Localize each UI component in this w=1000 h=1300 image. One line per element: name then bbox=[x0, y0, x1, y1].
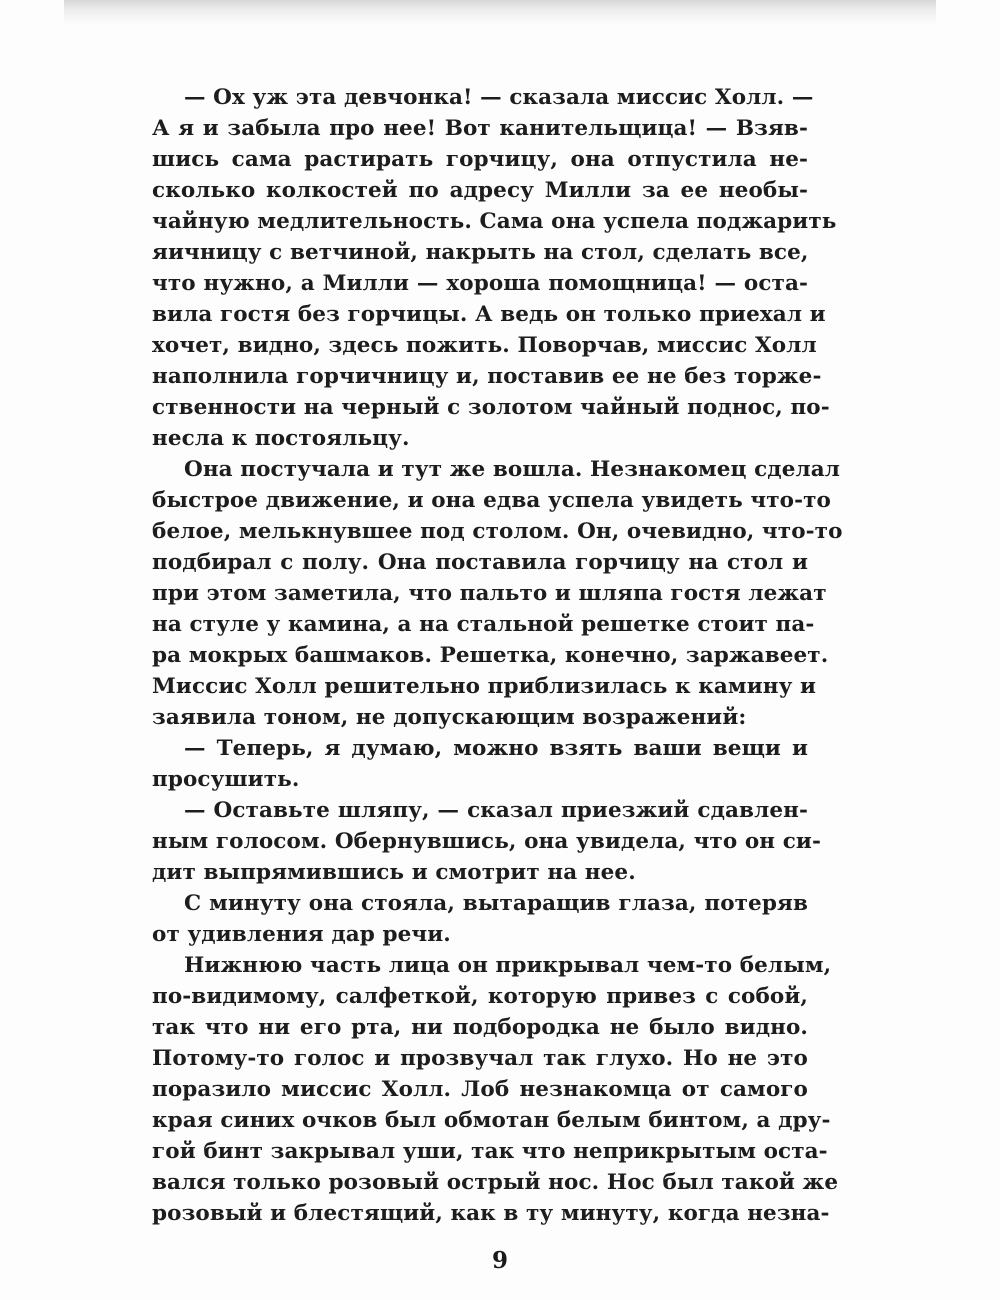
text-line: вила гостя без горчицы. А ведь он только приехал и bbox=[152, 302, 826, 327]
text-line: Миссис Холл решительно приблизилась к камину и bbox=[152, 674, 817, 699]
paragraph-first-line: С минуту она стояла, вытаращив глаза, потеряв bbox=[184, 891, 808, 916]
text-line: несла к постояльцу. bbox=[152, 426, 410, 451]
text-line: что нужно, а Милли — хороша помощница! — оста- bbox=[152, 271, 808, 296]
text-line: подбирал с полу. Она поставила горчицу на стол и bbox=[152, 550, 808, 575]
text-line: края синих очков был обмотан белым бинтом, а дру- bbox=[152, 1108, 831, 1133]
text-line: А я и забыла про нее! Вот канительщица! — Взяв- bbox=[152, 116, 808, 141]
text-line: ра мокрых башмаков. Решетка, конечно, заржавеет. bbox=[152, 643, 829, 668]
text-line: при этом заметила, что пальто и шляпа гостя лежат bbox=[152, 581, 827, 606]
text-line: заявила тоном, не допускающим возражений: bbox=[152, 705, 747, 730]
paragraph-first-line: Она постучала и тут же вошла. Незнакомец сделал bbox=[184, 457, 841, 482]
text-line: розовый и блестящий, как в ту минуту, когда незна- bbox=[152, 1201, 830, 1226]
text-line: вался только розовый острый нос. Нос был такой же bbox=[152, 1170, 839, 1195]
text-line: от удивления дар речи. bbox=[152, 922, 451, 947]
text-line: белое, мелькнувшее под столом. Он, очевидно, что-то bbox=[152, 519, 843, 544]
text-line: по-видимому, салфеткой, которую привез с собой, bbox=[152, 984, 808, 1009]
text-line: просушить. bbox=[152, 767, 300, 792]
paragraph-first-line: — Оставьте шляпу, — сказал приезжий сдавлен- bbox=[184, 798, 808, 823]
text-line: так что ни его рта, ни подбородка не было видно. bbox=[152, 1015, 808, 1040]
paragraph-first-line: — Ох уж эта девчонка! — сказала миссис Холл. — bbox=[184, 85, 814, 110]
text-line: дит выпрямившись и смотрит на нее. bbox=[152, 860, 636, 885]
text-line: шись сама растирать горчицу, она отпустила не- bbox=[152, 147, 808, 172]
text-line: быстрое движение, и она едва успела увидеть что-то bbox=[152, 488, 831, 513]
scan-top-shadow bbox=[64, 0, 936, 26]
text-line: яичницу с ветчиной, накрыть на стол, сделать все, bbox=[152, 240, 809, 265]
text-line: поразило миссис Холл. Лоб незнакомца от самого bbox=[152, 1077, 808, 1102]
book-page-text bbox=[152, 82, 843, 1229]
paragraph-first-line: — Теперь, я думаю, можно взять ваши вещи и bbox=[184, 736, 808, 761]
text-line: чайную медлительность. Сама она успела поджарить bbox=[152, 209, 837, 234]
paragraph-first-line: Нижнюю часть лица он прикрывал чем-то белым, bbox=[184, 953, 832, 978]
text-line: ным голосом. Обернувшись, она увидела, что он си- bbox=[152, 829, 821, 854]
text-line: гой бинт закрывал уши, так что неприкрытым оста- bbox=[152, 1139, 828, 1164]
text-line: Потому-то голос и прозвучал так глухо. Но не это bbox=[152, 1046, 808, 1071]
text-line: ственности на черный с золотом чайный поднос, по- bbox=[152, 395, 830, 420]
text-line: наполнила горчичницу и, поставив ее не без торже- bbox=[152, 364, 822, 389]
text-line: сколько колкостей по адресу Милли за ее необы- bbox=[152, 178, 808, 203]
text-line: хочет, видно, здесь пожить. Поворчав, миссис Холл bbox=[152, 333, 817, 358]
page-number: 9 bbox=[491, 1247, 508, 1274]
text-line: на стуле у камина, а на стальной решетке стоит па- bbox=[152, 612, 815, 637]
